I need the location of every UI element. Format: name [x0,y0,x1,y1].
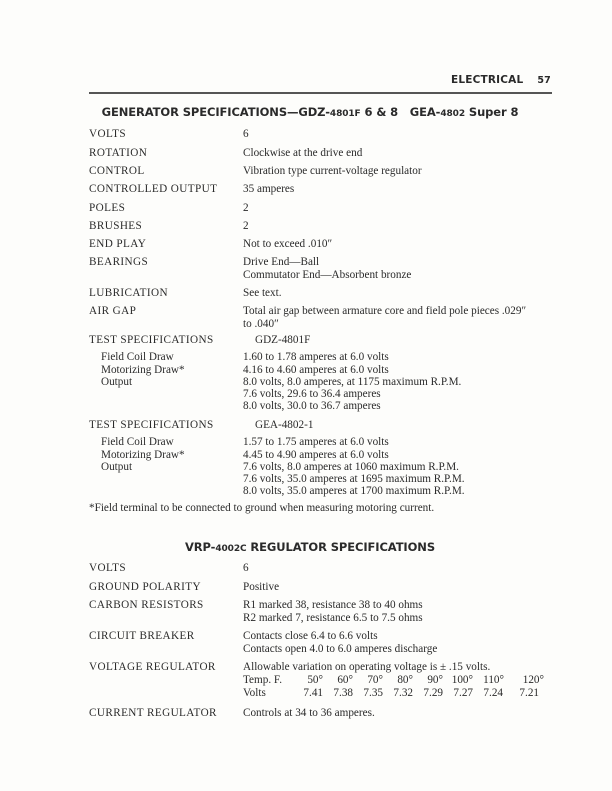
spec-label: CIRCUIT BREAKER [89,630,195,642]
page-number: 57 [537,75,551,86]
title-model: 4002C [215,544,247,554]
table-cell: 100° [451,674,473,686]
volts-row [243,687,563,700]
voltage-note: Allowable variation on operating voltage is ± .15 volts. [243,661,491,673]
table-cell: 110° [483,674,504,686]
table-cell: 7.32 [393,687,413,699]
value-line: 2 [243,220,249,232]
title-text: VRP- [185,540,216,554]
value-line: 8.0 volts, 35.0 amperes at 1700 maximum R.P.M. [243,485,465,498]
spec-value: Controls at 34 to 36 amperes. [243,707,375,719]
value-line: 7.6 volts, 8.0 amperes at 1060 maximum R.P.M. [243,460,459,473]
generator-title [60,105,560,119]
spec-label: CONTROL [89,165,145,177]
spec-value [243,128,563,141]
sub-label: Field Coil Draw [101,351,174,364]
spec-value [243,661,563,700]
title-text: GENERATOR SPECIFICATIONS—GDZ- [101,105,330,119]
table-cell: 80° [397,674,413,686]
value-line: GEA-4802-1 [255,419,314,431]
spec-label: CARBON RESISTORS [89,599,204,611]
temp-row [243,674,563,687]
spec-value [243,165,563,178]
spec-label: END PLAY [89,238,147,250]
spec-value [243,334,563,413]
spec-label-text: TEST SPECIFICATIONS [89,334,214,346]
spec-label: LUBRICATION [89,287,168,299]
sub-label: Field Coil Draw [101,436,174,449]
spec-value [243,147,563,160]
title-text-2: REGULATOR SPECIFICATIONS [246,540,435,554]
value-line: Clockwise at the drive end [243,147,363,159]
spec-label: ROTATION [89,147,148,159]
value-line: See text. [243,287,282,299]
value-line: 7.6 volts, 29.6 to 36.4 amperes [243,388,381,401]
regulator-title [60,540,560,554]
table-cell: 60° [337,674,353,686]
spec-value [243,238,563,251]
spec-label: POLES [89,202,126,214]
value-line: 4.16 to 4.60 amperes at 6.0 volts [243,363,389,376]
section-name: ELECTRICAL [450,74,524,86]
value-line: 8.0 volts, 8.0 amperes, at 1175 maximum R.P.M. [243,375,462,388]
spec-label: BEARINGS [89,256,149,268]
spec-label: VOLTAGE REGULATOR [89,661,216,673]
spec-label-text: TEST SPECIFICATIONS [89,419,214,431]
value-line: Commutator End—Absorbent bronze [243,269,412,281]
table-cell: 7.38 [333,687,353,699]
spec-value [243,287,563,300]
row-label: Temp. F. [243,674,283,686]
title-model-2: 4802 [440,109,465,119]
spec-value [243,202,563,215]
spec-label: AIR GAP [89,305,137,317]
sub-label: Output [101,460,133,473]
table-cell: 7.27 [453,687,473,699]
value-line: to .040″ [243,318,279,330]
spec-label: GROUND POLARITY [89,581,201,593]
value-line: Vibration type current-voltage regulator [243,165,422,177]
header-rule [89,92,552,94]
spec-label: VOLTS [89,128,127,140]
value-line: R1 marked 38, resistance 38 to 40 ohms [243,599,423,611]
table-cell: 7.21 [519,687,539,699]
table-cell: 70° [367,674,383,686]
table-cell: 50° [307,674,323,686]
table-cell: 7.29 [423,687,443,699]
row-label: Volts [243,687,266,699]
spec-label: CONTROLLED OUTPUT [89,183,218,195]
title-model-1: 4801F [329,109,361,119]
value-line: R2 marked 7, resistance 6.5 to 7.5 ohms [243,612,423,624]
value-line: 2 [243,202,249,214]
table-cell: 7.41 [303,687,323,699]
title-text-2: 6 & 8 GEA- [360,105,441,119]
value-line: Positive [243,581,280,593]
sub-label: Motorizing Draw* [101,363,185,376]
spec-value [243,419,563,498]
sub-label: Output [101,375,133,388]
value-line: 7.6 volts, 35.0 amperes at 1695 maximum R.P.M. [243,473,465,486]
value-line: Contacts open 4.0 to 6.0 amperes discharge [243,643,438,655]
spec-value [243,183,563,196]
value-line: Total air gap between armature core and field pole pieces .029″ [243,305,527,317]
spec-label: BRUSHES [89,220,143,232]
footnote: *Field terminal to be connected to ground when measuring motoring current. [89,502,435,514]
table-cell: 90° [427,674,443,686]
table-cell: 120° [522,674,544,686]
spec-value [243,581,563,594]
spec-value [243,305,563,331]
value-line: GDZ-4801F [255,334,311,346]
table-cell: 7.24 [483,687,503,699]
running-header [451,74,551,86]
value-line: 6 [243,128,249,140]
spec-value [243,562,563,575]
spec-value [243,256,563,282]
spec-value [243,630,563,656]
value-line: 1.60 to 1.78 amperes at 6.0 volts [243,351,389,364]
spec-label [89,334,214,388]
value-line: 4.45 to 4.90 amperes at 6.0 volts [243,448,389,461]
value-line: 35 amperes [243,183,295,195]
value-line: 6 [243,562,249,574]
spec-label [89,419,214,473]
spec-value [243,599,563,625]
value-line: Not to exceed .010″ [243,238,333,250]
value-line: Contacts close 6.4 to 6.6 volts [243,630,378,642]
title-text-3: Super 8 [465,105,519,119]
spec-label: VOLTS [89,562,127,574]
spec-value [243,220,563,233]
value-line: 8.0 volts, 30.0 to 36.7 amperes [243,400,381,413]
spec-label: CURRENT REGULATOR [89,707,217,719]
value-line: Drive End—Ball [243,256,320,268]
table-cell: 7.35 [363,687,383,699]
sub-label: Motorizing Draw* [101,448,185,461]
value-line: 1.57 to 1.75 amperes at 6.0 volts [243,436,389,449]
